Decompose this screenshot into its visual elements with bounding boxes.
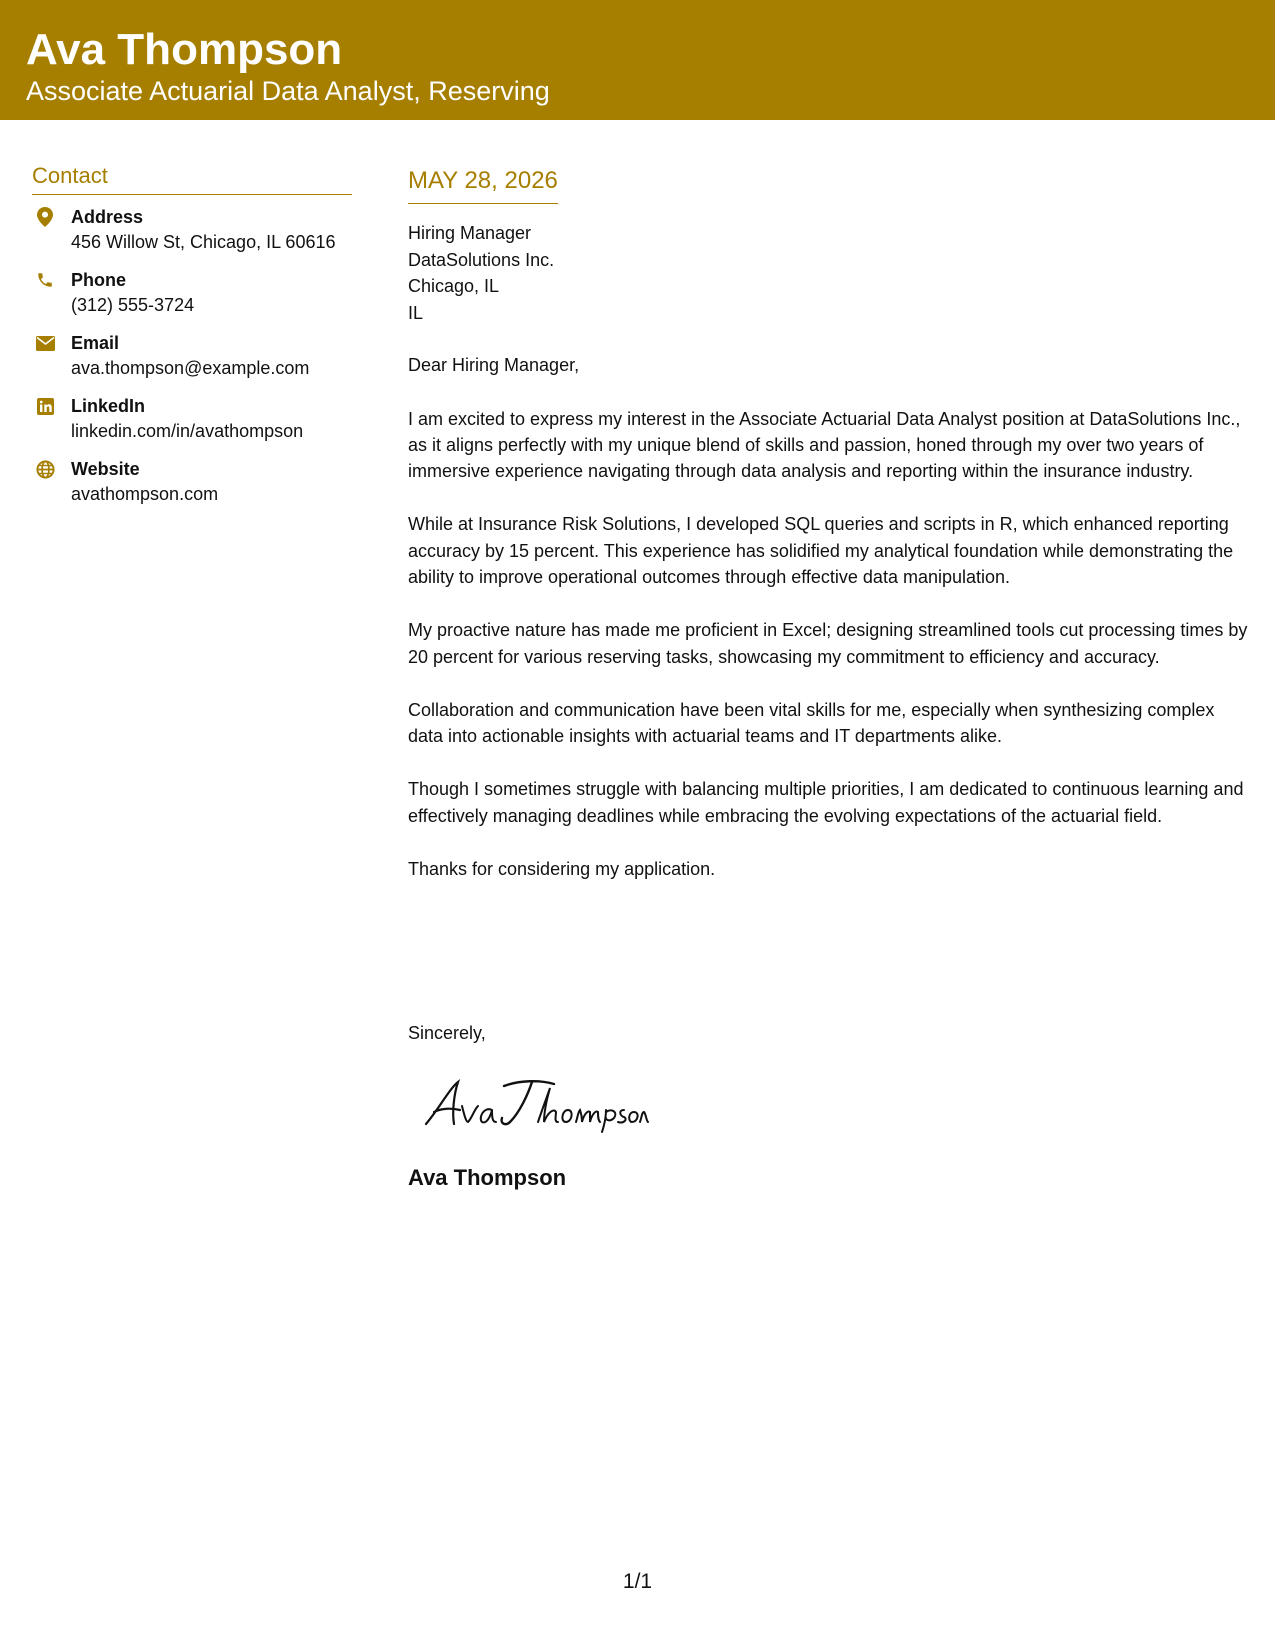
letter-paragraph: I am excited to express my interest in the Associate Actuarial Data Analyst position at DataSolutions Inc., as it aligns perfectly with my unique blend of skills and passion, honed through my over two years of immersive experience navigating through data analysis and reporting within the insurance industry.: [408, 408, 1241, 482]
contact-address-value: 456 Willow St, Chicago, IL 60616: [71, 232, 336, 252]
contact-linkedin: [32, 394, 352, 444]
globe-icon: [35, 459, 55, 479]
handwritten-signature: [420, 1072, 650, 1139]
page-number: 1/1: [622, 1570, 653, 1593]
envelope-icon: [35, 333, 55, 353]
contact-sidebar: [32, 160, 352, 520]
letter-body: [408, 163, 1250, 882]
header-banner: [0, 0, 1275, 120]
letter-closing: Sincerely,: [408, 1023, 486, 1043]
contact-website: [32, 457, 352, 507]
contact-email-label: Email: [71, 333, 120, 353]
contact-section-title: Contact: [32, 160, 352, 195]
recipient-line: IL: [408, 302, 424, 323]
contact-website-label: Website: [71, 459, 140, 479]
letter-paragraph: Thanks for considering my application.: [408, 859, 716, 880]
contact-address: [32, 205, 352, 255]
recipient-line: Hiring Manager: [408, 223, 532, 243]
contact-address-label: Address: [71, 207, 144, 227]
contact-phone-value: (312) 555-3724: [71, 295, 195, 315]
letter-paragraph: While at Insurance Risk Solutions, I developed SQL queries and scripts in R, which enhanced reporting accuracy by 15 percent. This experience has solidified my analytical foundation while demonstrating the ability to improve operational outcomes through effective data manipulation.: [408, 514, 1234, 587]
contact-linkedin-label: LinkedIn: [71, 396, 146, 416]
letter-date: MAY 28, 2026: [408, 163, 558, 204]
recipient-block: [408, 220, 1250, 326]
letter-paragraph: Collaboration and communication have been vital skills for me, especially when synthesizing complex data into actionable insights with actuarial teams and IT departments alike.: [408, 699, 1215, 747]
phone-icon: [35, 270, 55, 290]
contact-linkedin-value[interactable]: linkedin.com/in/avathompson: [71, 421, 304, 441]
recipient-line: Chicago, IL: [408, 276, 500, 296]
contact-phone: [32, 268, 352, 318]
contact-phone-label: Phone: [71, 270, 127, 290]
linkedin-icon: [35, 396, 55, 416]
contact-email-value[interactable]: ava.thompson@example.com: [71, 358, 310, 378]
letter-paragraph: My proactive nature has made me proficient in Excel; designing streamlined tools cut processing times by 20 percent for various reserving tasks, showcasing my commitment to efficiency and accuracy.: [408, 620, 1248, 667]
applicant-job-title: Associate Actuarial Data Analyst, Reserving: [26, 76, 550, 106]
map-pin-icon: [35, 207, 55, 227]
salutation: Dear Hiring Manager,: [408, 355, 580, 375]
signed-name: Ava Thompson: [408, 1165, 567, 1190]
recipient-line: DataSolutions Inc.: [408, 249, 555, 270]
contact-email: [32, 331, 352, 381]
applicant-name: Ava Thompson: [26, 25, 343, 74]
letter-paragraph: Though I sometimes struggle with balancing multiple priorities, I am dedicated to continuous learning and effectively managing deadlines while embracing the evolving expectations of the actuarial field.: [408, 779, 1244, 826]
contact-website-value[interactable]: avathompson.com: [71, 484, 219, 504]
